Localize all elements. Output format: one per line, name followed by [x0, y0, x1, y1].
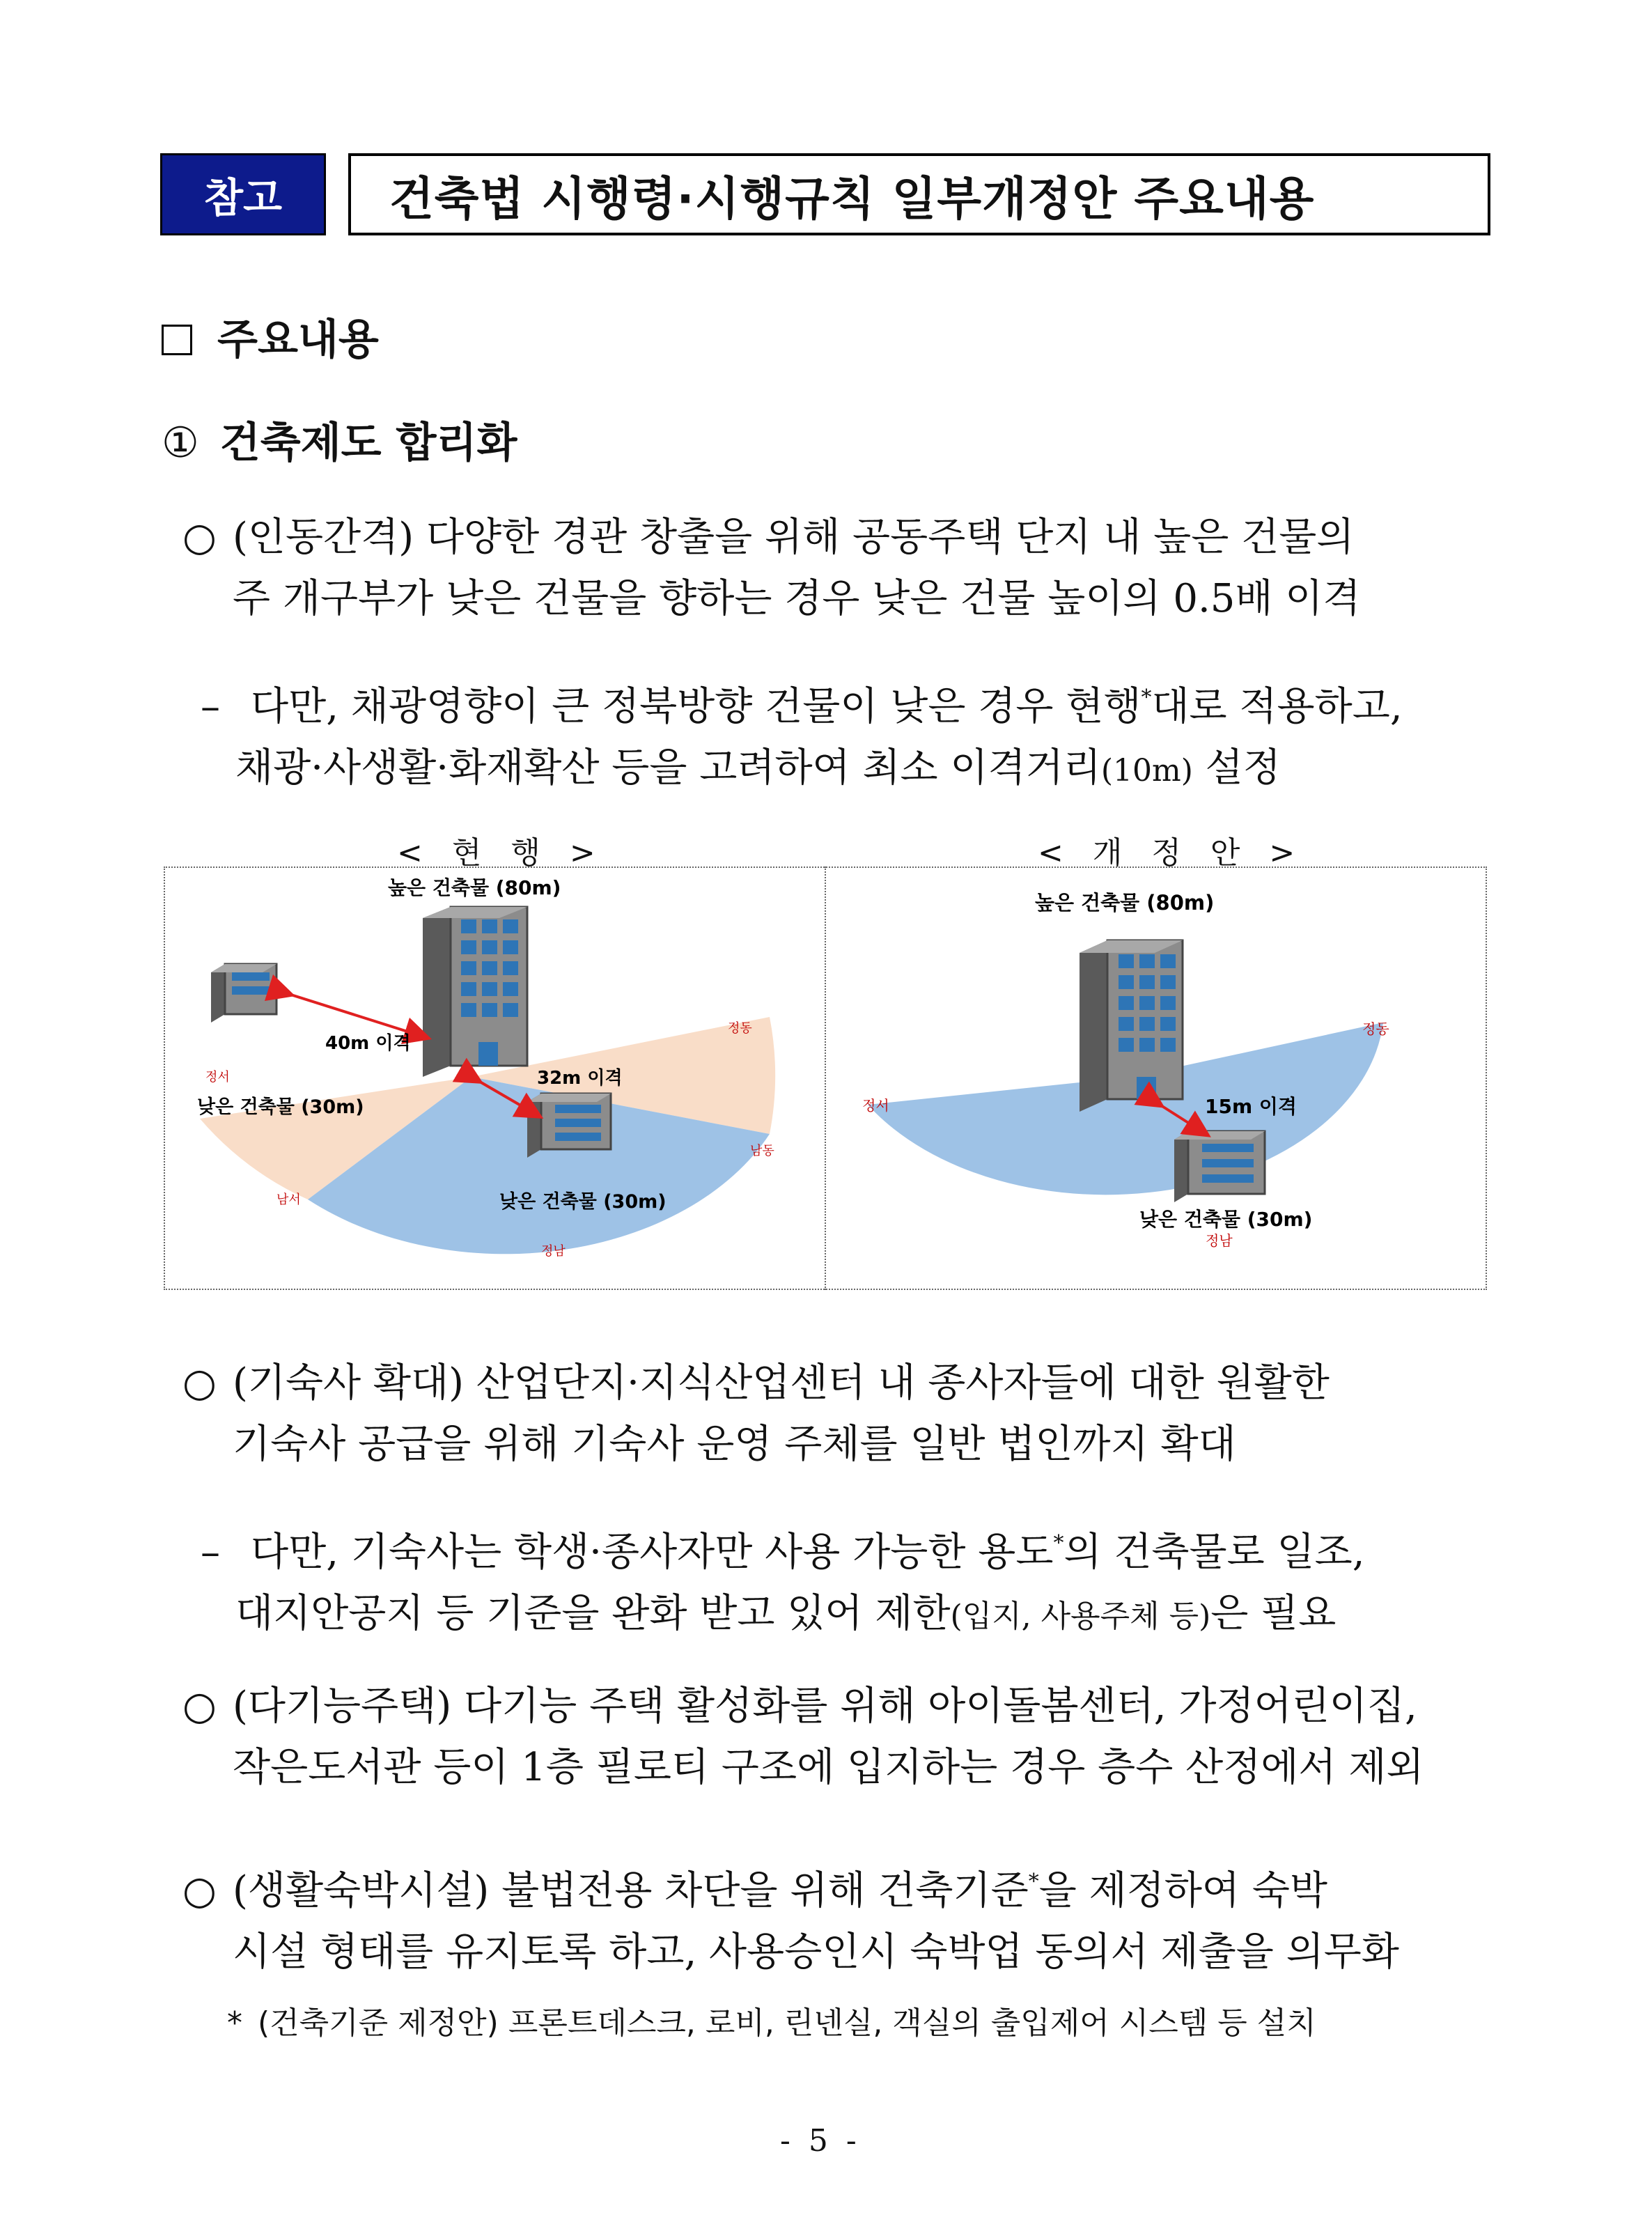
item-line: 다만, 기숙사는 학생·종사자만 사용 가능한 용도 [251, 1530, 1054, 1575]
figure-caption-current: < 현 행 > [397, 835, 605, 871]
tall-building-label: 높은 건축물 (80m) [1035, 891, 1215, 915]
dash-marker: – [201, 684, 220, 729]
item-note: (입지, 사용주체 등) [950, 1599, 1211, 1634]
dash-marker: – [201, 1530, 220, 1575]
page-number: - 5 - [780, 2123, 861, 2159]
bullet-circle: ○ [182, 1360, 217, 1406]
bullet-circle: ○ [182, 1868, 217, 1913]
item-line: 은 필요 [1210, 1591, 1337, 1636]
document-title: 건축법 시행령·시행규칙 일부개정안 주요내용 [348, 153, 1490, 235]
direction-east: 정동 [1362, 1020, 1389, 1037]
item-note: (10m) [1100, 753, 1193, 788]
footnote-mark: * [1141, 685, 1152, 710]
item-dormitory-exception [201, 1513, 1365, 1647]
low-building-left-icon [211, 964, 276, 1023]
item-spacing-exception [201, 667, 1403, 802]
section-heading [162, 306, 379, 366]
item-line: 설정 [1192, 745, 1281, 791]
circled-number: ① [162, 419, 199, 467]
distance-label-1: 40m 이격 [325, 1033, 411, 1054]
distance-arrow-left [282, 992, 419, 1035]
footnote [227, 1998, 1316, 2042]
diagram-current [165, 868, 824, 1289]
low-building-icon [1174, 1131, 1265, 1202]
low-building-label: 낮은 건축물 (30m) [1139, 1208, 1313, 1231]
section-heading-text: 주요내용 [217, 316, 379, 364]
direction-southeast: 남동 [750, 1144, 774, 1158]
item-line: 채광·사생활·화재확산 등을 고려하여 최소 이격거리 [235, 745, 1101, 791]
figure-caption-proposed: < 개 정 안 > [1038, 835, 1305, 871]
tall-building-icon [1080, 940, 1183, 1112]
footnote-mark: * [227, 2005, 242, 2041]
item-line: 시설 형태를 유지토록 하고, 사용승인시 숙박업 동의서 제출을 의무화 [233, 1929, 1399, 1975]
item-multifunction-housing [182, 1676, 1424, 1798]
item-line: (생활숙박시설) 불법전용 차단을 위해 건축기준 [233, 1868, 1029, 1913]
distance-label: 15m 이격 [1205, 1095, 1297, 1118]
item-dormitory [182, 1353, 1330, 1475]
distance-label-2: 32m 이격 [537, 1068, 623, 1089]
reference-tag: 참고 [160, 153, 326, 235]
checkbox-square-icon [162, 325, 192, 355]
footnote-text: (건축기준 제정안) 프론트데스크, 로비, 린넨실, 객실의 출입제어 시스템 등 설치 [258, 2005, 1316, 2041]
item-line: 주 개구부가 낮은 건물을 향하는 경우 낮은 건물 높이의 0.5배 이격 [233, 576, 1361, 621]
item-line: 의 건축물로 일조, [1063, 1530, 1365, 1575]
footnote-mark: * [1028, 1870, 1039, 1894]
subsection-title: 건축제도 합리화 [219, 419, 517, 467]
tall-building-icon [423, 907, 527, 1077]
bullet-circle: ○ [182, 515, 217, 560]
direction-east: 정동 [728, 1021, 752, 1036]
item-line: (다기능주택) 다기능 주택 활성화를 위해 아이돌봄센터, 가정어린이집, [233, 1684, 1417, 1729]
footnote-mark: * [1053, 1531, 1064, 1555]
item-line: 다만, 채광영향이 큰 정북방향 건물이 낮은 경우 현행 [251, 684, 1141, 729]
item-line: 대지안공지 등 기준을 완화 받고 있어 제한 [235, 1591, 951, 1636]
bullet-circle: ○ [182, 1684, 217, 1729]
item-line: 작은도서관 등이 1층 필로티 구조에 입지하는 경우 층수 산정에서 제외 [233, 1745, 1424, 1790]
item-line: 기숙사 공급을 위해 기숙사 운영 주체를 일반 법인까지 확대 [233, 1422, 1236, 1467]
direction-south: 정남 [1206, 1232, 1233, 1249]
direction-west: 정서 [862, 1097, 889, 1114]
item-residential-lodging [182, 1851, 1399, 1983]
low-building-left-label: 낮은 건축물 (30m) [197, 1096, 364, 1118]
item-line: (기숙사 확대) 산업단지·지식산업센터 내 종사자들에 대한 원활한 [233, 1360, 1330, 1406]
item-line: 대로 적용하고, [1151, 684, 1403, 729]
tall-building-label: 높은 건축물 (80m) [388, 876, 561, 899]
item-line: (인동간격) 다양한 경관 창출을 위해 공동주택 단지 내 높은 건물의 [233, 515, 1355, 560]
item-spacing [182, 507, 1360, 630]
low-building-bottom-label: 낮은 건축물 (30m) [499, 1191, 667, 1213]
low-building-bottom-icon [527, 1094, 611, 1158]
direction-west: 정서 [205, 1070, 230, 1085]
diagram-proposed [826, 868, 1485, 1289]
direction-southwest: 남서 [276, 1192, 301, 1207]
item-line: 을 제정하여 숙박 [1038, 1868, 1328, 1913]
direction-south: 정남 [541, 1244, 566, 1259]
subsection-heading [162, 410, 517, 469]
